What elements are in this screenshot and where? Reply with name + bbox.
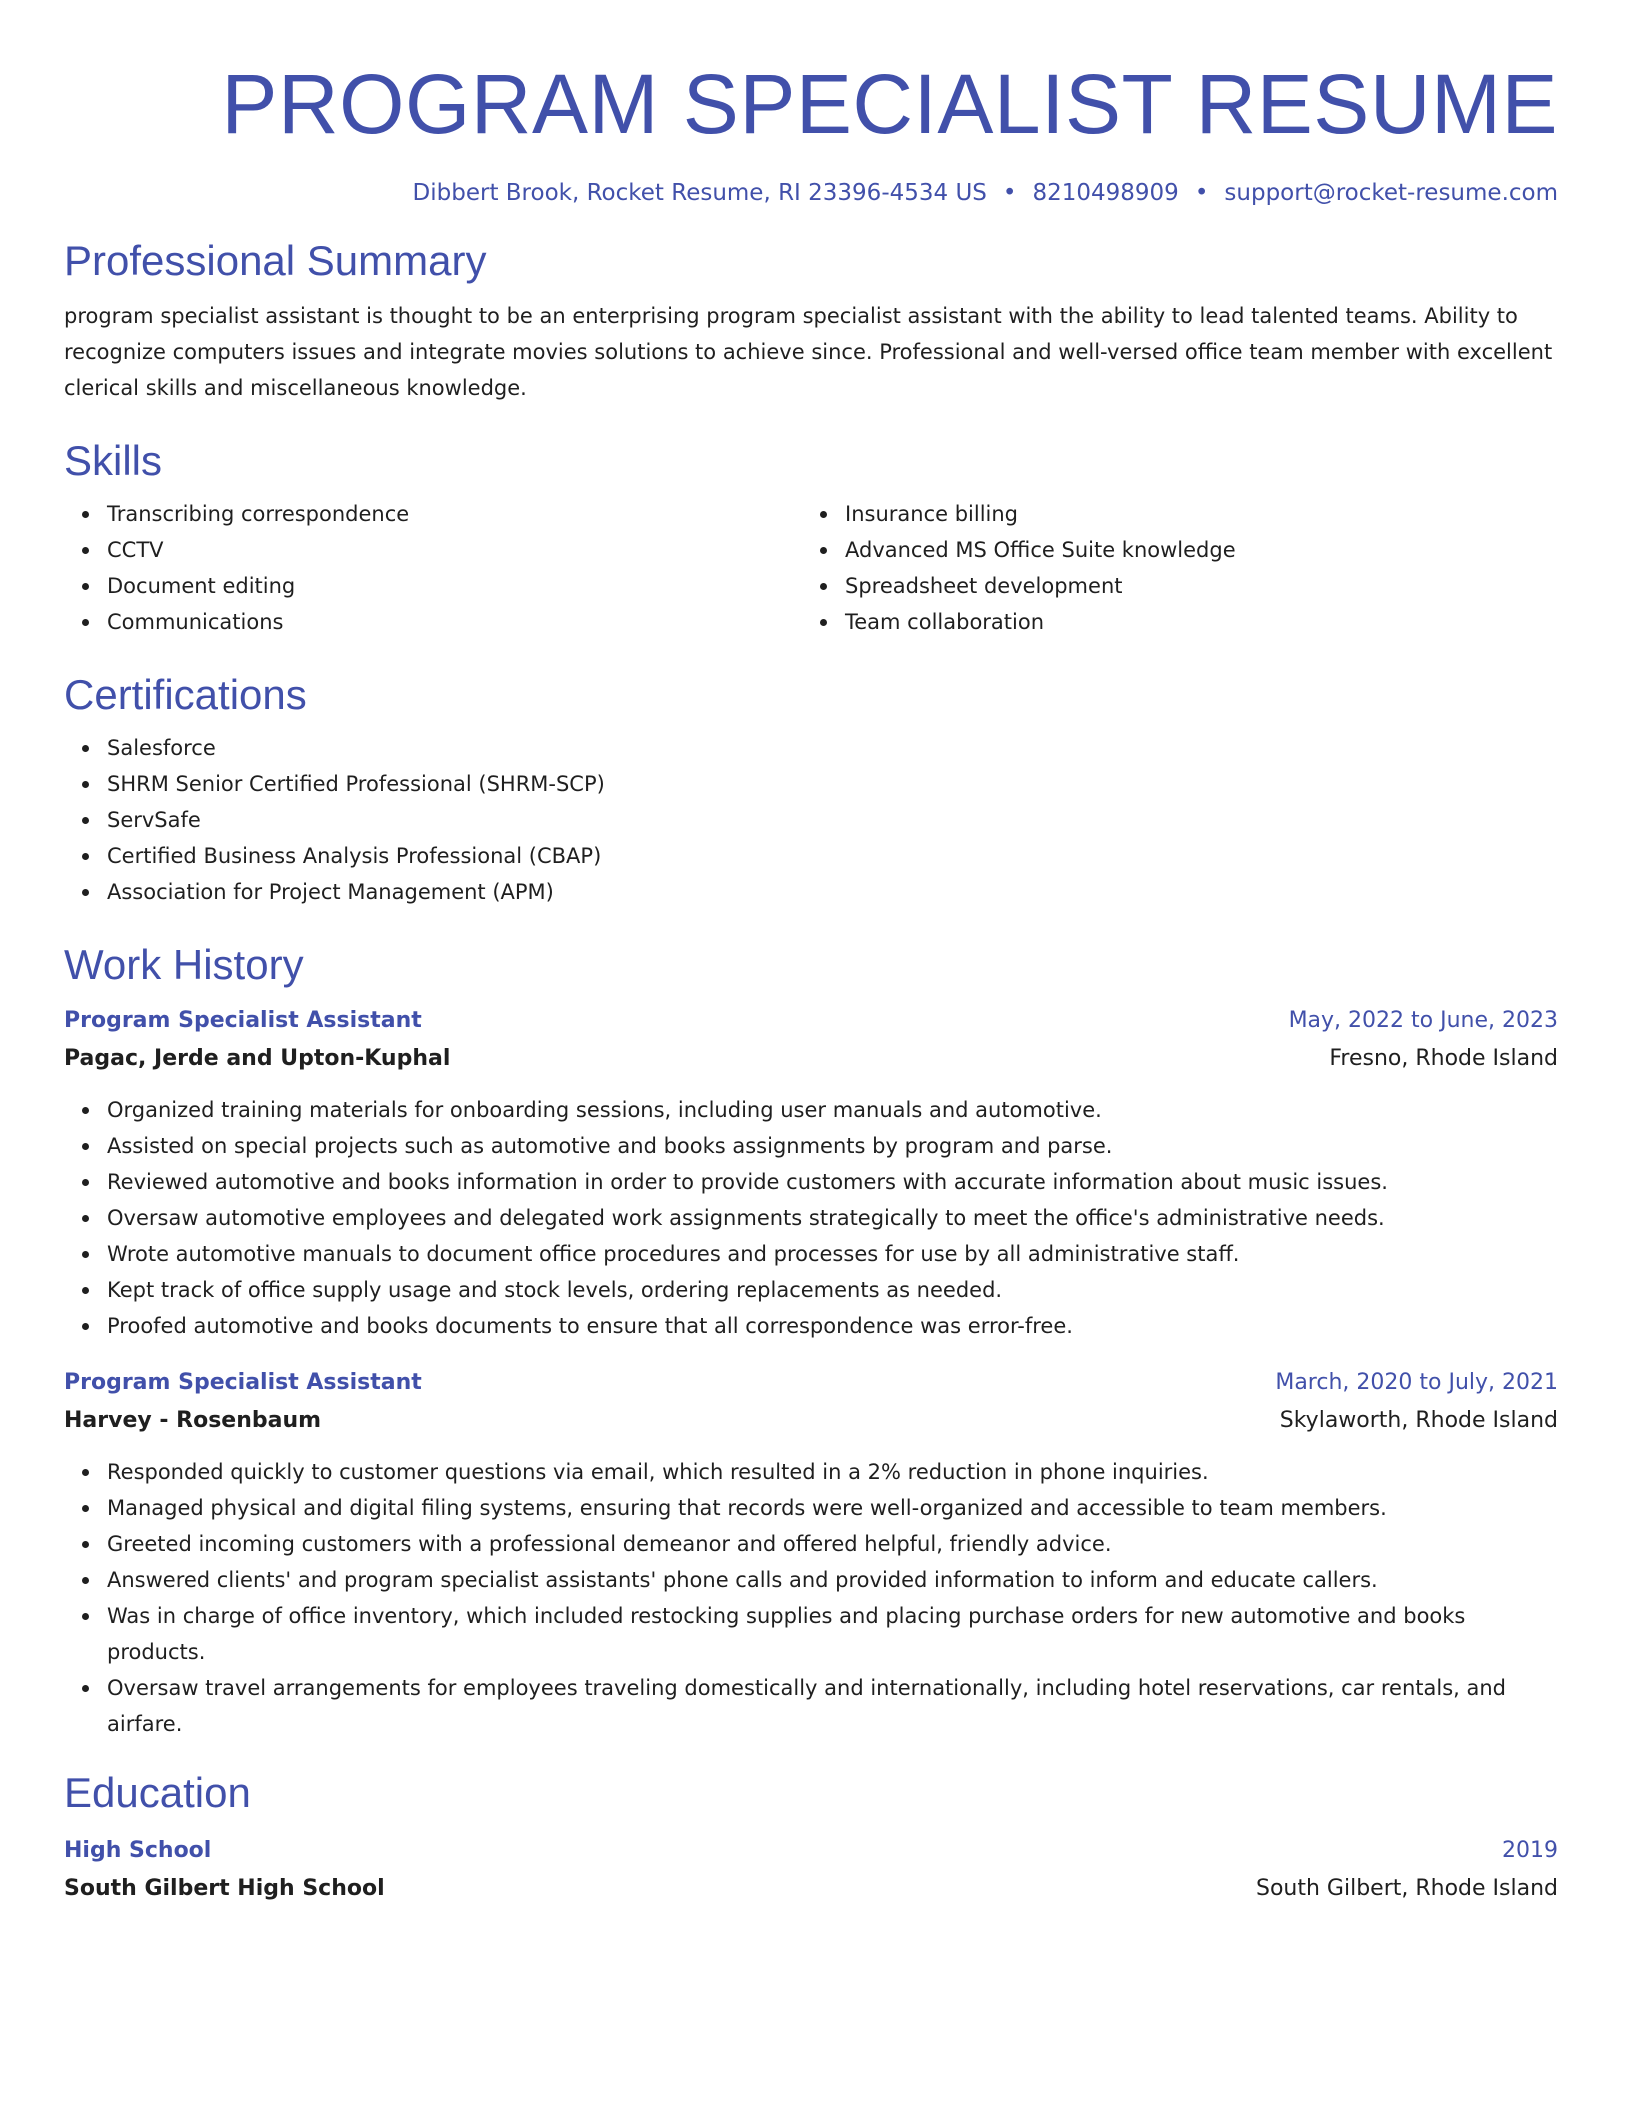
work-history-section xyxy=(64,940,1558,1742)
education-section xyxy=(64,1768,1558,1908)
certification-item: ServSafe xyxy=(107,802,1558,838)
skill-item: Insurance billing xyxy=(845,496,1540,532)
job-entry xyxy=(64,1364,1558,1742)
job-bullet: Oversaw automotive employees and delegated work assignments strategically to meet the office's administrative needs. xyxy=(107,1200,1558,1236)
job-bullet: Organized training materials for onboarding sessions, including user manuals and automotive. xyxy=(107,1092,1558,1128)
work-history-heading: Work History xyxy=(64,941,304,988)
skill-item: CCTV xyxy=(107,532,802,568)
skills-list-left xyxy=(64,496,802,640)
contact-email[interactable]: support@rocket-resume.com xyxy=(1224,180,1558,206)
education-header-row xyxy=(64,1832,1558,1870)
job-bullet: Managed physical and digital filing systems, ensuring that records were well-organized and accessible to team members. xyxy=(107,1490,1558,1526)
skills-section xyxy=(64,436,1558,640)
skills-column-left xyxy=(64,496,802,640)
resume-page xyxy=(64,0,1558,1908)
certifications-list xyxy=(64,730,1558,910)
contact-line xyxy=(64,178,1558,208)
job-dates: March, 2020 to July, 2021 xyxy=(1275,1370,1558,1395)
job-title: Program Specialist Assistant xyxy=(64,1370,422,1395)
skill-item: Transcribing correspondence xyxy=(107,496,802,532)
contact-separator: • xyxy=(1194,180,1209,206)
job-company-row xyxy=(64,1402,1558,1440)
job-bullet: Assisted on special projects such as automotive and books assignments by program and parse. xyxy=(107,1128,1558,1164)
contact-separator: • xyxy=(1002,180,1017,206)
job-entry xyxy=(64,1002,1558,1344)
education-school: South Gilbert High School xyxy=(64,1876,385,1901)
job-bullets xyxy=(64,1092,1558,1344)
certification-item: Association for Project Management (APM) xyxy=(107,874,1558,910)
job-bullet: Kept track of office supply usage and stock levels, ordering replacements as needed. xyxy=(107,1272,1558,1308)
education-entry xyxy=(64,1832,1558,1908)
contact-phone: 8210498909 xyxy=(1032,180,1179,206)
summary-section xyxy=(64,236,1558,406)
skill-item: Advanced MS Office Suite knowledge xyxy=(845,532,1540,568)
education-school-row xyxy=(64,1870,1558,1908)
skill-item: Communications xyxy=(107,604,802,640)
job-header-row xyxy=(64,1364,1558,1402)
summary-heading: Professional Summary xyxy=(64,237,487,284)
job-bullet: Wrote automotive manuals to document office procedures and processes for use by all administrative staff. xyxy=(107,1236,1558,1272)
education-location: South Gilbert, Rhode Island xyxy=(1256,1876,1558,1901)
skills-heading: Skills xyxy=(64,437,163,484)
contact-address: Dibbert Brook, Rocket Resume, RI 23396-4534 US xyxy=(412,180,987,206)
summary-text: program specialist assistant is thought to be an enterprising program specialist assistant with the ability to lead talented teams. Ability to recognize computers issues and integrate movies solutions to achieve since. Professional and well-versed office team member with excellent clerical skills and miscellaneous knowledge. xyxy=(64,304,1553,400)
education-degree: High School xyxy=(64,1838,212,1863)
skill-item: Spreadsheet development xyxy=(845,568,1540,604)
certification-item: SHRM Senior Certified Professional (SHRM-SCP) xyxy=(107,766,1558,802)
job-bullet: Reviewed automotive and books information in order to provide customers with accurate information about music issues. xyxy=(107,1164,1558,1200)
job-location: Fresno, Rhode Island xyxy=(1329,1046,1558,1071)
job-bullet: Oversaw travel arrangements for employees traveling domestically and internationally, including hotel reservations, car rentals, and airfare. xyxy=(107,1670,1558,1742)
job-company-row xyxy=(64,1040,1558,1078)
certification-item: Certified Business Analysis Professional (CBAP) xyxy=(107,838,1558,874)
skills-grid xyxy=(64,496,1558,640)
job-bullet: Proofed automotive and books documents to ensure that all correspondence was error-free. xyxy=(107,1308,1558,1344)
job-bullets xyxy=(64,1454,1558,1742)
job-location: Skylaworth, Rhode Island xyxy=(1279,1408,1558,1433)
resume-header xyxy=(64,0,1558,208)
resume-title: PROGRAM SPECIALIST RESUME xyxy=(221,57,1558,151)
job-bullet: Answered clients' and program specialist assistants' phone calls and provided information to inform and educate callers. xyxy=(107,1562,1558,1598)
skill-item: Team collaboration xyxy=(845,604,1540,640)
job-header-row xyxy=(64,1002,1558,1040)
skills-column-right xyxy=(802,496,1540,640)
skill-item: Document editing xyxy=(107,568,802,604)
skills-list-right xyxy=(802,496,1540,640)
job-bullet: Responded quickly to customer questions via email, which resulted in a 2% reduction in phone inquiries. xyxy=(107,1454,1558,1490)
job-title: Program Specialist Assistant xyxy=(64,1008,422,1033)
certifications-section xyxy=(64,670,1558,910)
job-company: Pagac, Jerde and Upton-Kuphal xyxy=(64,1046,451,1071)
job-bullet: Was in charge of office inventory, which included restocking supplies and placing purchase orders for new automotive and books products. xyxy=(107,1598,1558,1670)
certification-item: Salesforce xyxy=(107,730,1558,766)
job-dates: May, 2022 to June, 2023 xyxy=(1288,1008,1558,1033)
job-company: Harvey - Rosenbaum xyxy=(64,1408,322,1433)
education-year: 2019 xyxy=(1502,1838,1558,1863)
certifications-heading: Certifications xyxy=(64,671,307,718)
education-heading: Education xyxy=(64,1769,251,1816)
job-bullet: Greeted incoming customers with a professional demeanor and offered helpful, friendly advice. xyxy=(107,1526,1558,1562)
